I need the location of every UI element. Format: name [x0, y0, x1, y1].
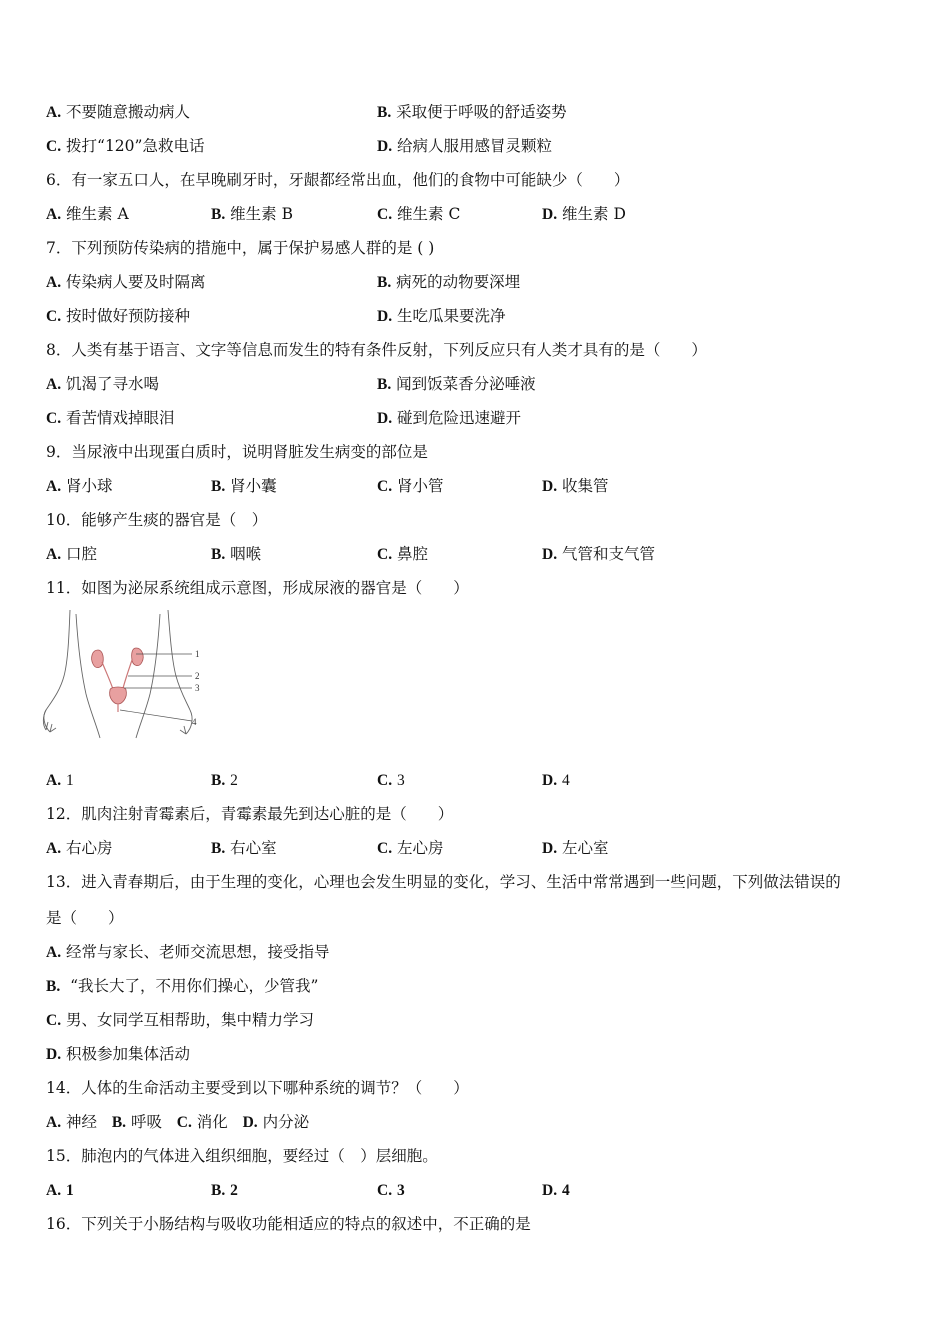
q10-option-a: A. 口腔 [46, 545, 98, 563]
q10-option-b: B. 咽喉 [211, 545, 262, 563]
q13-stem-line2: 是（ ） [46, 909, 124, 927]
q9-stem: 9．当尿液中出现蛋白质时，说明肾脏发生病变的部位是 [46, 443, 428, 461]
q11-option-a: A. 1 [46, 772, 74, 789]
body-outline-left [43, 610, 70, 730]
q6-option-d: D. 维生素 D [542, 205, 626, 223]
figure-label-4: 4 [192, 717, 197, 727]
figure-label-2: 2 [195, 671, 200, 681]
q13-option-d: D. 积极参加集体活动 [46, 1045, 191, 1063]
q10-option-c: C. 鼻腔 [377, 545, 429, 563]
q8-option-c: C. 看苦情戏掉眼泪 [46, 409, 175, 427]
q15-option-a: A. 1 [46, 1182, 74, 1199]
q7-stem: 7．下列预防传染病的措施中，属于保护易感人群的是 ( ) [46, 239, 435, 257]
q11-option-c: C. 3 [377, 772, 405, 789]
q15-option-c: C. 3 [377, 1182, 405, 1199]
q12-stem: 12．肌肉注射青霉素后，青霉素最先到达心脏的是（ ） [46, 805, 454, 823]
q7-option-a: A. 传染病人要及时隔离 [46, 273, 206, 291]
q7-option-d: D. 生吃瓜果要洗净 [377, 307, 506, 325]
left-hand [44, 710, 56, 732]
q6-option-c: C. 维生素 C [377, 205, 461, 223]
q13-option-c: C. 男、女同学互相帮助，集中精力学习 [46, 1011, 315, 1029]
right-kidney [132, 648, 144, 666]
q10-stem: 10．能够产生痰的器官是（ ） [46, 511, 268, 529]
q11-stem: 11．如图为泌尿系统组成示意图，形成尿液的器官是（ ） [46, 579, 469, 597]
leader-line-4 [120, 710, 192, 721]
q9-option-b: B. 肾小囊 [211, 477, 277, 495]
q12-option-a: A. 右心房 [46, 839, 113, 857]
urinary-system-figure [40, 606, 210, 746]
q8-stem: 8．人类有基于语言、文字等信息而发生的特有条件反射，下列反应只有人类才具有的是（ ） [46, 341, 707, 359]
q12-option-c: C. 左心房 [377, 839, 444, 857]
q14-options: A. 神经 B. 呼吸 C. 消化 D. 内分泌 [46, 1113, 310, 1131]
q15-option-b: B. 2 [211, 1182, 238, 1199]
q14-stem: 14．人体的生命活动主要受到以下哪种系统的调节？（ ） [46, 1079, 469, 1097]
q16-stem: 16．下列关于小肠结构与吸收功能相适应的特点的叙述中，不正确的是 [46, 1215, 531, 1233]
q8-option-b: B. 闻到饭菜香分泌唾液 [377, 375, 536, 393]
q6-stem: 6．有一家五口人，在早晚刷牙时，牙龈都经常出血，他们的食物中可能缺少（ ） [46, 171, 630, 189]
q9-option-a: A. 肾小球 [46, 477, 113, 495]
q8-option-a: A. 饥渴了寻水喝 [46, 375, 160, 393]
q11-option-d: D. 4 [542, 772, 570, 789]
body-outline-right [168, 610, 190, 710]
bladder [110, 687, 127, 704]
q13-option-a: A. 经常与家长、老师交流思想，接受指导 [46, 943, 330, 961]
q15-option-d: D. 4 [542, 1182, 570, 1199]
q9-option-c: C. 肾小管 [377, 477, 444, 495]
q5-option-c: C. 拨打“120”急救电话 [46, 137, 205, 155]
q13-stem-line1: 13．进入青春期后，由于生理的变化，心理也会发生明显的变化，学习、生活中常常遇到一些问题，下列做法错误的 [46, 873, 841, 891]
q9-option-d: D. 收集管 [542, 477, 609, 495]
q8-option-d: D. 碰到危险迅速避开 [377, 409, 522, 427]
q11-option-b: B. 2 [211, 772, 238, 789]
q12-option-b: B. 右心室 [211, 839, 277, 857]
figure-label-3: 3 [195, 683, 200, 693]
q10-option-d: D. 气管和支气管 [542, 545, 656, 563]
right-hand [180, 710, 192, 734]
q12-option-d: D. 左心室 [542, 839, 609, 857]
q5-option-b: B. 采取便于呼吸的舒适姿势 [377, 103, 567, 121]
q15-stem: 15．肺泡内的气体进入组织细胞，要经过（ ）层细胞。 [46, 1147, 438, 1165]
q7-option-b: B. 病死的动物要深埋 [377, 273, 521, 291]
q6-option-b: B. 维生素 B [211, 205, 293, 223]
torso-left-contour [76, 614, 100, 738]
figure-label-1: 1 [195, 649, 200, 659]
q13-option-b: B. “我长大了，不用你们操心，少管我” [46, 977, 319, 995]
q5-option-a: A. 不要随意搬动病人 [46, 103, 191, 121]
left-kidney [92, 650, 104, 668]
q5-option-d: D. 给病人服用感冒灵颗粒 [377, 137, 553, 155]
q6-option-a: A. 维生素 A [46, 205, 129, 223]
q7-option-c: C. 按时做好预防接种 [46, 307, 191, 325]
